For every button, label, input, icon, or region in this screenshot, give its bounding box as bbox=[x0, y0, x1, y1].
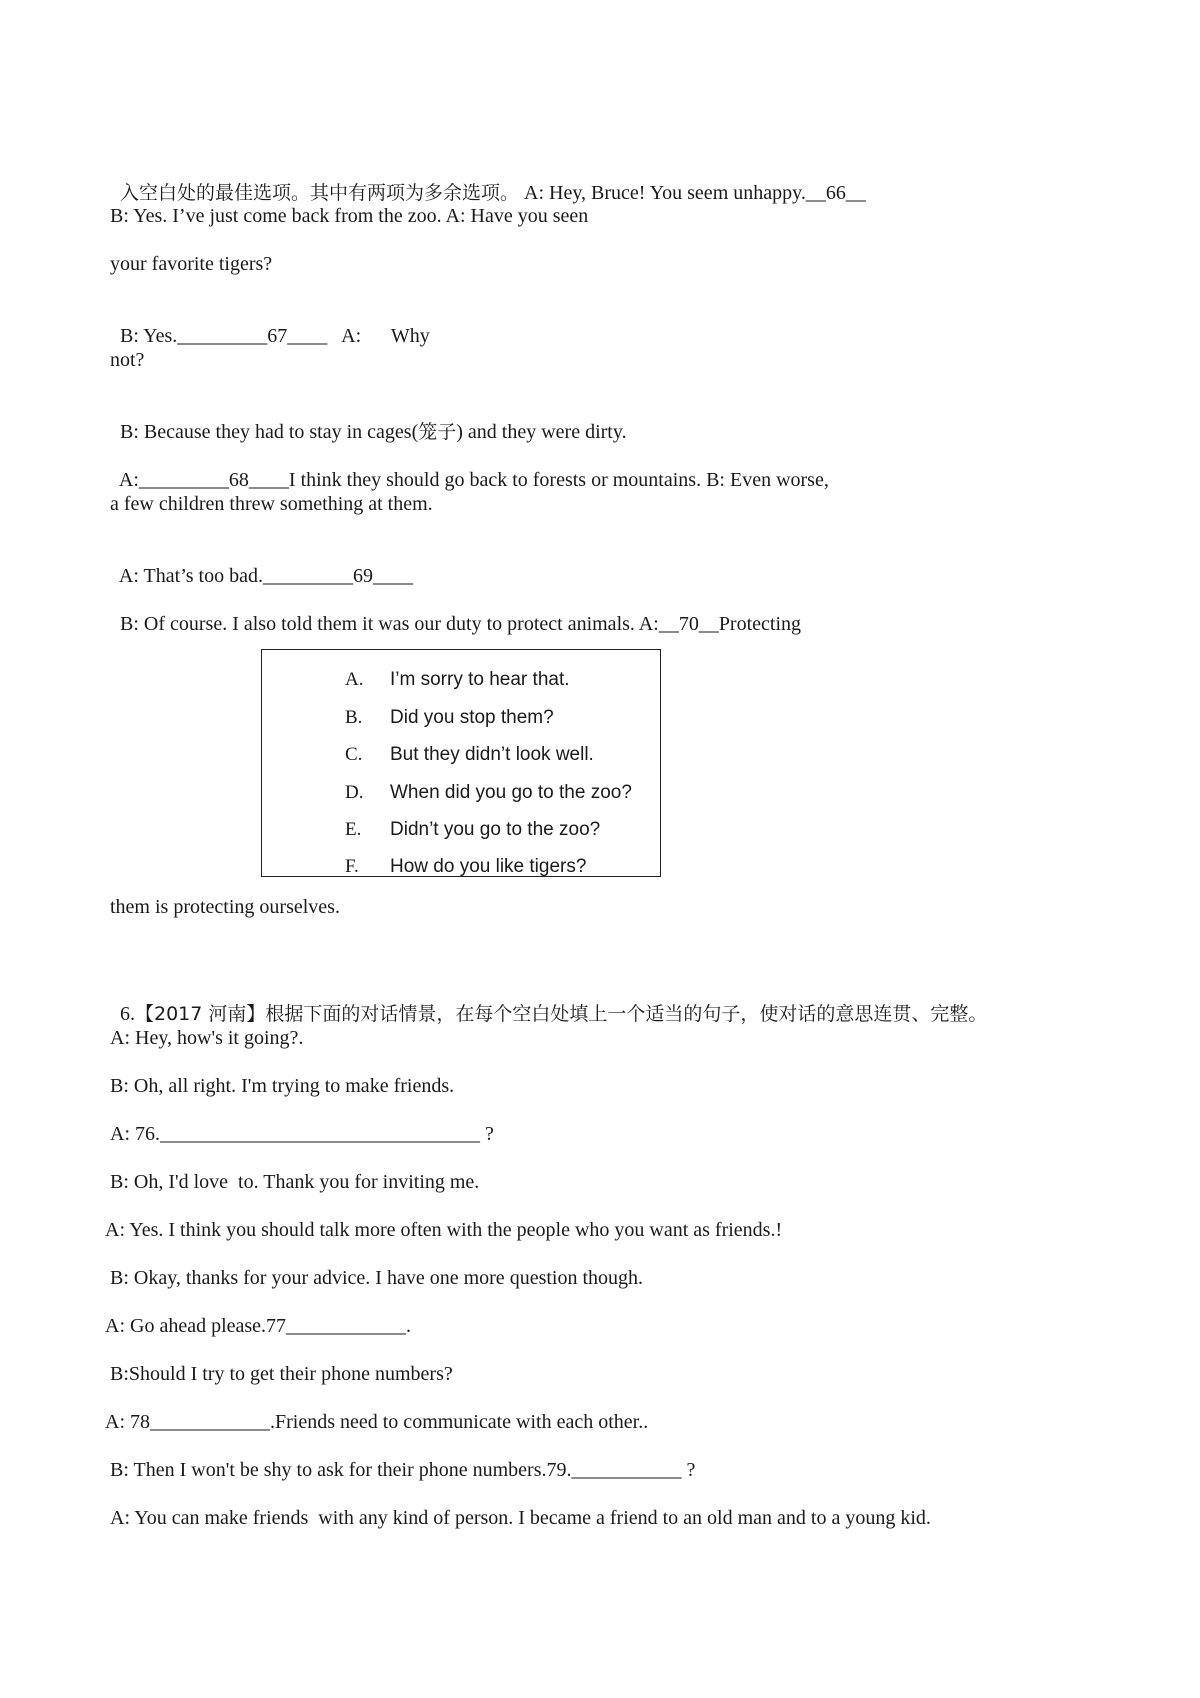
dialogue-line-10 bbox=[110, 588, 801, 636]
dialogue-text: ) and they were dirty. bbox=[456, 421, 627, 443]
option-letter: B. bbox=[345, 707, 363, 728]
dialogue-line-4 bbox=[110, 300, 430, 348]
option-text: How do you like tigers? bbox=[390, 856, 587, 877]
dialogue-line-7 bbox=[110, 444, 829, 492]
dialogue-text: B: Of course. I also told them it was our duty to protect animals. A: bbox=[120, 613, 659, 635]
answer-blank-67[interactable]: _________67____ bbox=[177, 325, 328, 347]
dialogue-line: A: You can make friends with any kind of person. I became a friend to an old man and to a young kid. bbox=[110, 1507, 931, 1529]
dialogue-line-6 bbox=[110, 396, 627, 444]
dialogue-line-8: a few children threw something at them. bbox=[110, 493, 433, 515]
option-letter: D. bbox=[345, 782, 364, 803]
question-heading bbox=[110, 978, 987, 1026]
option-text: But they didn’t look well. bbox=[390, 744, 594, 765]
instruction-fragment: 入空白处的最佳选项。其中有两项为多余选项。 bbox=[120, 182, 520, 204]
dialogue-line-3: your favorite tigers? bbox=[110, 253, 273, 275]
option-text: Didn’t you go to the zoo? bbox=[390, 819, 601, 840]
question-source-tag: 【2017 河南】 bbox=[135, 1003, 266, 1025]
dialogue-line: A: Yes. I think you should talk more often with the people who you want as friends.! bbox=[105, 1219, 783, 1241]
dialogue-text: Protecting bbox=[718, 613, 802, 635]
dialogue-text: I think they should go back to forests or mountains. B: Even worse, bbox=[288, 469, 829, 491]
dialogue-line: B: Oh, all right. I'm trying to make friends. bbox=[110, 1075, 455, 1097]
dialogue-line: B: Oh, I'd love to. Thank you for inviting me. bbox=[110, 1171, 480, 1193]
option-letter: E. bbox=[345, 819, 362, 840]
question-instruction: 根据下面的对话情景，在每个空白处填上一个适当的句子，使对话的意思连贯、完整。 bbox=[265, 1003, 988, 1025]
dialogue-line: B: Okay, thanks for your advice. I have one more question though. bbox=[110, 1267, 644, 1289]
dialogue-text: Why bbox=[390, 325, 430, 347]
options-box bbox=[261, 649, 661, 877]
option-text: Did you stop them? bbox=[390, 707, 554, 728]
dialogue-text: A: bbox=[118, 469, 139, 491]
dialogue-line-11: them is protecting ourselves. bbox=[110, 896, 340, 918]
dialogue-line: B:Should I try to get their phone numbers? bbox=[110, 1363, 453, 1385]
dialogue-line-1 bbox=[110, 157, 866, 205]
option-text: I’m sorry to hear that. bbox=[390, 669, 570, 690]
chinese-gloss: 笼子 bbox=[418, 421, 457, 443]
dialogue-line-blank-78[interactable]: A: 78____________.Friends need to communicate with each other.. bbox=[105, 1411, 649, 1433]
dialogue-line-blank-76[interactable]: A: 76.________________________________ ? bbox=[110, 1123, 494, 1145]
option-text: When did you go to the zoo? bbox=[390, 782, 632, 803]
answer-blank-69[interactable]: _________69____ bbox=[262, 565, 413, 587]
dialogue-text: B: Because they had to stay in cages( bbox=[120, 421, 419, 443]
answer-blank-70[interactable]: __70__ bbox=[658, 613, 719, 635]
option-letter: F. bbox=[345, 856, 359, 877]
dialogue-text: B: Yes. bbox=[120, 325, 178, 347]
dialogue-line-blank-79[interactable]: B: Then I won't be shy to ask for their phone numbers.79.___________ ? bbox=[110, 1459, 696, 1481]
answer-blank-66[interactable]: __66__ bbox=[805, 182, 866, 204]
dialogue-text: A: bbox=[341, 325, 362, 347]
dialogue-line-5: not? bbox=[110, 349, 145, 371]
dialogue-text: A: That’s too bad. bbox=[118, 565, 263, 587]
dialogue-line: A: Hey, how's it going?. bbox=[110, 1027, 304, 1049]
dialogue-line-9 bbox=[110, 540, 413, 588]
dialogue-line-2: B: Yes. I’ve just come back from the zoo. A: Have you seen bbox=[110, 205, 589, 227]
question-number: 6. bbox=[120, 1003, 135, 1025]
dialogue-text: A: Hey, Bruce! You seem unhappy. bbox=[524, 182, 806, 204]
dialogue-line-blank-77[interactable]: A: Go ahead please.77____________. bbox=[105, 1315, 412, 1337]
answer-blank-68[interactable]: _________68____ bbox=[138, 469, 289, 491]
option-letter: C. bbox=[345, 744, 363, 765]
option-letter: A. bbox=[345, 669, 364, 690]
